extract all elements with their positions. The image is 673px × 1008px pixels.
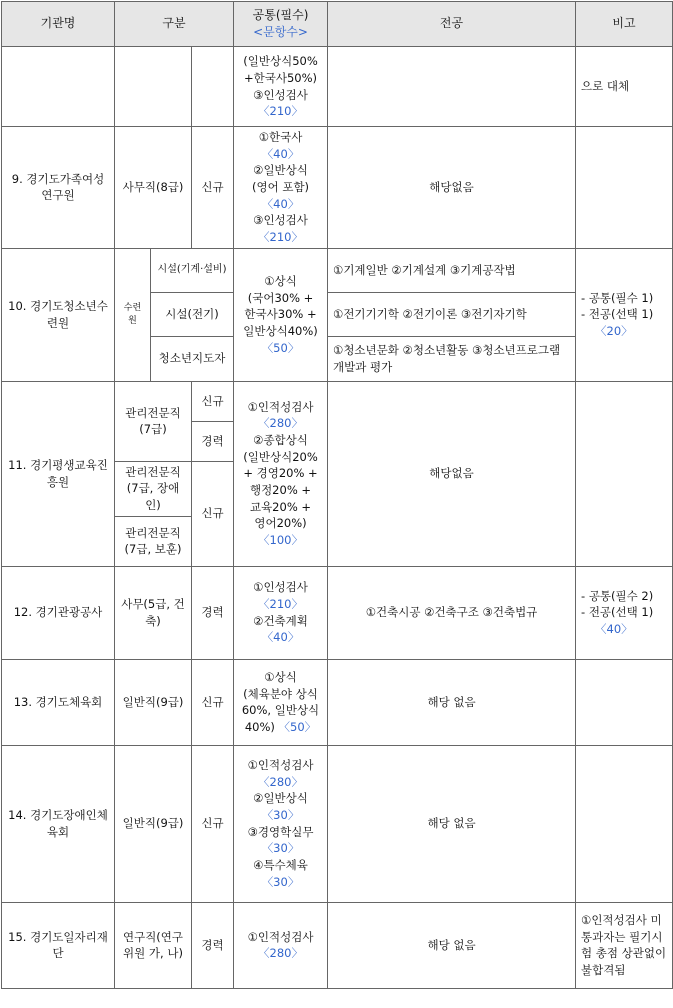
common-line	[239, 613, 322, 630]
major-13: 해당 없음	[328, 659, 576, 745]
common-line	[239, 129, 322, 162]
remark-11	[576, 381, 673, 566]
common-line	[239, 719, 322, 736]
remark-10-line: - 전공(선택 1)	[581, 307, 654, 322]
common-line	[239, 669, 322, 686]
major-14: 해당 없음	[328, 745, 576, 902]
question-count: 〈50〉	[278, 719, 317, 734]
question-count: 〈40〉	[261, 146, 300, 161]
type-14: 신규	[192, 745, 234, 902]
common-subject: ③인성검사	[253, 213, 308, 228]
sub-10-youth: 청소년지도자	[151, 336, 234, 381]
common-line	[239, 229, 322, 246]
common-line	[239, 840, 322, 857]
common-subject: ②일반상식	[253, 163, 308, 178]
common-15	[234, 902, 328, 988]
major-10-mech: ①기계일반 ②기계설계 ③기계공작법	[328, 248, 576, 292]
common-10-count: 〈50〉	[261, 340, 300, 355]
common-14	[234, 745, 328, 902]
common-line	[239, 929, 322, 946]
agency-15: 15. 경기도일자리재단	[2, 902, 115, 988]
row-continued	[2, 47, 673, 127]
position-13: 일반직(9급)	[115, 659, 192, 745]
header-common	[234, 2, 328, 47]
common-subject: ②건축계획	[253, 613, 308, 628]
header-major: 전공	[328, 2, 576, 47]
remark-15: ①인적성검사 미통과자는 필기시험 총점 상관없이 불합격됨	[576, 902, 673, 988]
remark-12-count: 〈40〉	[595, 622, 633, 637]
header-category: 구분	[115, 2, 234, 47]
type-15: 경력	[192, 902, 234, 988]
common-line	[239, 532, 322, 549]
question-count: 〈30〉	[261, 808, 300, 823]
major-9: 해당없음	[328, 127, 576, 249]
common-subject: (체육분야 상식	[243, 686, 318, 701]
common-10-line: ①상식	[264, 274, 297, 289]
common-10-line: (국어30% +	[247, 290, 314, 305]
common-line	[239, 807, 322, 824]
question-count: 〈210〉	[258, 230, 303, 245]
cont-remark: 으로 대체	[576, 47, 673, 127]
cont-agency	[2, 47, 115, 127]
row-12	[2, 566, 673, 659]
common-subject: ②종합상식	[253, 433, 308, 448]
row-14	[2, 745, 673, 902]
remark-9	[576, 127, 673, 249]
type-11-new2: 신규	[192, 461, 234, 566]
common-subject: ①한국사	[258, 130, 303, 144]
question-count: 〈100〉	[258, 533, 303, 548]
common-line	[239, 596, 322, 613]
header-row	[2, 2, 673, 47]
common-line	[239, 757, 322, 774]
row-9	[2, 127, 673, 249]
common-subject: (영어 포함)	[251, 180, 310, 195]
row-13	[2, 659, 673, 745]
common-line	[239, 515, 322, 532]
common-line	[239, 196, 322, 213]
position-11-veteran: 관리전문직(7급, 보훈)	[115, 516, 192, 566]
major-15: 해당 없음	[328, 902, 576, 988]
type-11-career: 경력	[192, 421, 234, 461]
header-agency: 기관명	[2, 2, 115, 47]
common-line	[239, 824, 322, 841]
common-12	[234, 566, 328, 659]
remark-13	[576, 659, 673, 745]
type-9: 신규	[192, 127, 234, 249]
question-count: 〈40〉	[261, 630, 300, 645]
major-12: ①건축시공 ②건축구조 ③건축법규	[328, 566, 576, 659]
common-line	[239, 415, 322, 432]
common-11	[234, 381, 328, 566]
remark-12-line: - 공통(필수 2)	[581, 588, 654, 603]
common-line	[239, 702, 322, 719]
common-subject: 교육20% +	[249, 499, 312, 514]
remark-10	[576, 248, 673, 381]
question-count: 〈210〉	[258, 597, 303, 612]
question-count: 〈280〉	[258, 946, 303, 961]
common-line	[239, 579, 322, 596]
common-subject: ①인성검사	[253, 580, 308, 595]
common-subject: 60%, 일반상식	[241, 703, 320, 718]
common-line	[239, 774, 322, 791]
cont-major	[328, 47, 576, 127]
question-count: 〈30〉	[261, 874, 300, 889]
position-11-general: 관리전문직(7급)	[115, 381, 192, 461]
common-line	[239, 449, 322, 466]
major-11: 해당없음	[328, 381, 576, 566]
header-common-label: 공통(필수)	[252, 7, 309, 22]
row-15	[2, 902, 673, 988]
agency-12: 12. 경기관광공사	[2, 566, 115, 659]
remark-12-line: - 전공(선택 1)	[581, 605, 654, 620]
common-line	[239, 874, 322, 891]
common-line	[239, 945, 322, 962]
common-10	[234, 248, 328, 381]
exam-table	[1, 1, 673, 989]
question-count: 〈40〉	[261, 196, 300, 211]
common-subject: 40%)	[244, 719, 279, 734]
major-10-elec: ①전기기기학 ②전기이론 ③전기자기학	[328, 292, 576, 336]
common-9	[234, 127, 328, 249]
question-count: 〈30〉	[261, 841, 300, 856]
agency-10: 10. 경기도청소년수련원	[2, 248, 115, 381]
common-line	[239, 212, 322, 229]
question-count: 〈280〉	[258, 774, 303, 789]
common-line	[239, 465, 322, 482]
common-subject: ①인적성검사	[247, 399, 314, 414]
common-subject: 영어20%)	[254, 516, 307, 531]
major-10-youth: ①청소년문화 ②청소년활동 ③청소년프로그램 개발과 평가	[328, 336, 576, 381]
common-13	[234, 659, 328, 745]
row-10a	[2, 248, 673, 292]
cont-common-line: (일반상식50%	[243, 54, 318, 69]
type-13: 신규	[192, 659, 234, 745]
common-line	[239, 399, 322, 416]
common-subject: (일반상식20%	[243, 449, 318, 464]
position-14: 일반직(9급)	[115, 745, 192, 902]
common-subject: ③경영학실무	[247, 824, 314, 839]
common-line	[239, 162, 322, 179]
common-line	[239, 857, 322, 874]
cont-type	[192, 47, 234, 127]
common-line	[239, 432, 322, 449]
agency-14: 14. 경기도장애인체육회	[2, 745, 115, 902]
remark-10-line: - 공통(필수 1)	[581, 290, 654, 305]
cont-common-line: +한국사50%)	[244, 70, 318, 85]
cont-common	[234, 47, 328, 127]
type-11-new: 신규	[192, 381, 234, 421]
position-11-disabled: 관리전문직(7급, 장애인)	[115, 461, 192, 516]
common-subject: 행정20% +	[249, 483, 312, 498]
common-line	[239, 629, 322, 646]
question-count: 〈280〉	[258, 416, 303, 431]
common-line	[239, 686, 322, 703]
common-line	[239, 790, 322, 807]
agency-11: 11. 경기평생교육진흥원	[2, 381, 115, 566]
common-subject: ①인적성검사	[247, 929, 314, 944]
common-subject: ①인적성검사	[247, 758, 314, 773]
type-12: 경력	[192, 566, 234, 659]
header-remark: 비고	[576, 2, 673, 47]
common-line	[239, 179, 322, 196]
common-10-line: 한국사30% +	[244, 307, 317, 322]
cont-position	[115, 47, 192, 127]
remark-12	[576, 566, 673, 659]
cont-common-count: 〈210〉	[258, 104, 303, 119]
position-9: 사무직(8급)	[115, 127, 192, 249]
position-15: 연구직(연구위원 가, 나)	[115, 902, 192, 988]
row-11a	[2, 381, 673, 421]
agency-13: 13. 경기도체육회	[2, 659, 115, 745]
common-subject: ④특수체육	[253, 858, 308, 873]
cont-common-line: ③인성검사	[253, 87, 308, 102]
position-12: 사무(5급, 건축)	[115, 566, 192, 659]
remark-10-count: 〈20〉	[595, 324, 633, 339]
common-line	[239, 482, 322, 499]
remark-14	[576, 745, 673, 902]
agency-9: 9. 경기도가족여성연구원	[2, 127, 115, 249]
common-subject: ②일반상식	[253, 791, 308, 806]
common-subject: ①상식	[264, 669, 297, 684]
sub-10-mech: 시설(기계·설비)	[151, 248, 234, 292]
sub-10-elec: 시설(전기)	[151, 292, 234, 336]
header-common-count: <문항수>	[253, 25, 308, 39]
common-subject: + 경영20% +	[243, 466, 318, 481]
group-10: 수련원	[115, 248, 151, 381]
common-line	[239, 499, 322, 516]
common-10-line: 일반상식40%)	[243, 324, 318, 339]
